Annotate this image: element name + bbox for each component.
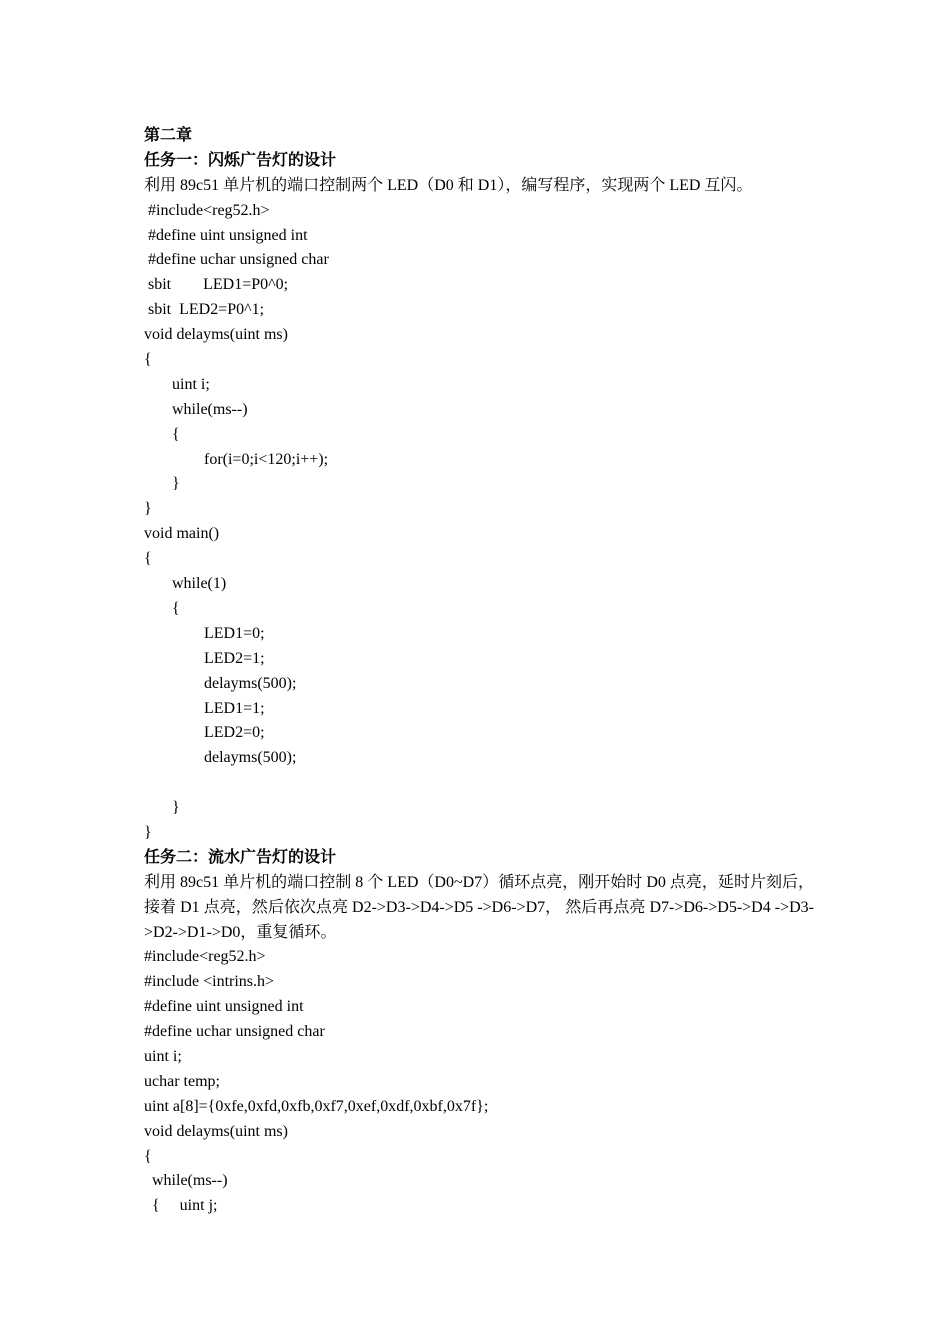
code-line: { xyxy=(144,351,152,369)
code-line: uint i; xyxy=(144,375,210,393)
code-line: void delayms(uint ms) xyxy=(144,326,288,344)
code-line: } xyxy=(144,500,152,518)
code-line: #define uint unsigned int xyxy=(144,998,304,1016)
code-line: uint i; xyxy=(144,1048,182,1066)
code-line: } xyxy=(144,823,152,841)
code-line-blank xyxy=(144,771,814,796)
code-line: delayms(500); xyxy=(144,674,297,692)
code-line: uchar temp; xyxy=(144,1072,220,1090)
code-line: { uint j; xyxy=(144,1197,218,1215)
document-content xyxy=(144,124,814,1219)
code-line: while(ms--) xyxy=(144,1172,228,1190)
code-line: } xyxy=(144,475,180,493)
code-line: #include <intrins.h> xyxy=(144,973,275,991)
code-line: while(ms--) xyxy=(144,400,248,418)
code-line: LED1=0; xyxy=(144,624,265,642)
code-line: { xyxy=(144,1147,152,1165)
code-line: void main() xyxy=(144,525,220,543)
task1-title: 任务一：闪烁广告灯的设计 xyxy=(144,151,337,169)
code-line: sbit LED2=P0^1; xyxy=(144,301,265,319)
task2-description: 利用 89c51 单片机的端口控制 8 个 LED（D0~D7）循环点亮，刚开始时 D0 点亮，延时片刻后，接着 D1 点亮，然后依次点亮 D2->D3->D4->D5 ->D6->D7， 然后再点亮 D7->D6->D5->D4 ->D3->D2->D1->D0，重复循环。 xyxy=(144,873,814,941)
code-line: LED2=1; xyxy=(144,649,265,667)
code-line: delayms(500); xyxy=(144,749,297,767)
task2-title: 任务二：流水广告灯的设计 xyxy=(144,848,337,866)
code-line: #include<reg52.h> xyxy=(144,948,266,966)
code-line: while(1) xyxy=(144,575,227,593)
task1-description: 利用 89c51 单片机的端口控制两个 LED（D0 和 D1），编写程序，实现两个 LED 互闪。 xyxy=(144,176,753,194)
code-line: } xyxy=(144,799,180,817)
code-line: sbit LED1=P0^0; xyxy=(144,276,289,294)
code-line: { xyxy=(144,425,180,443)
code-line: { xyxy=(144,599,180,617)
code-line: for(i=0;i<120;i++); xyxy=(144,450,329,468)
task2-code-block xyxy=(144,945,814,1219)
code-line: #define uint unsigned int xyxy=(144,226,308,244)
code-line: #define uchar unsigned char xyxy=(144,1023,325,1041)
chapter-title: 第二章 xyxy=(144,127,193,144)
code-line: #include<reg52.h> xyxy=(144,201,270,219)
code-line: #define uchar unsigned char xyxy=(144,251,329,269)
code-line: LED2=0; xyxy=(144,724,265,742)
task1-code-block xyxy=(144,199,814,846)
code-line: uint a[8]={0xfe,0xfd,0xfb,0xf7,0xef,0xdf,0xbf,0x7f}; xyxy=(144,1097,489,1115)
code-line: { xyxy=(144,550,152,568)
code-line: void delayms(uint ms) xyxy=(144,1122,288,1140)
code-line: LED1=1; xyxy=(144,699,265,717)
